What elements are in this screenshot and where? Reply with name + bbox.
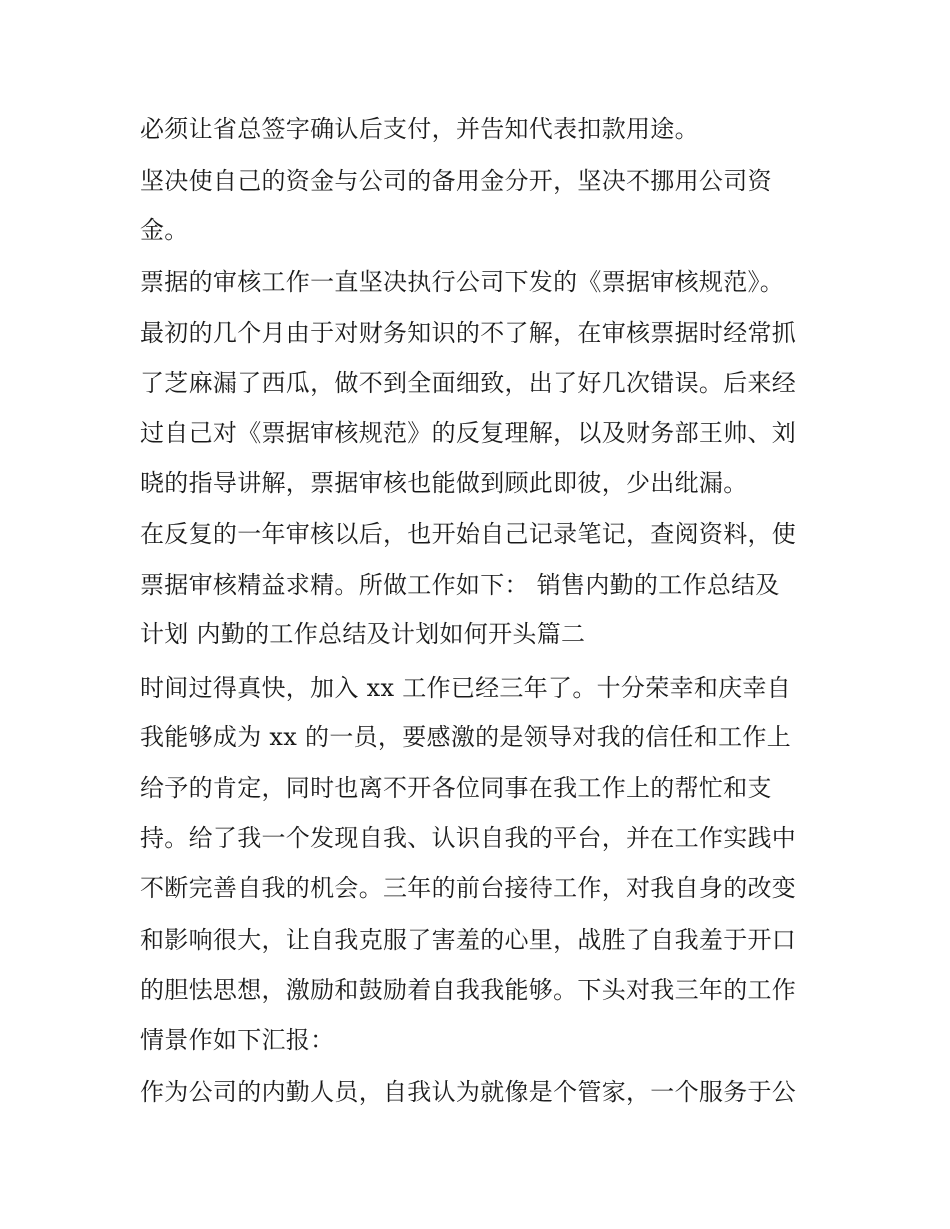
text-line: 情景作如下汇报：	[140, 1026, 335, 1054]
text-line: 了芝麻漏了西瓜，做不到全面细致，出了好几次错误。后来经	[140, 369, 797, 397]
text-line: 必须让省总签字确认后支付，并告知代表扣款用途。	[140, 115, 699, 143]
text-line: 票据审核精益求精。所做工作如下： 销售内勤的工作总结及	[140, 571, 780, 599]
text-line: 坚决使自己的资金与公司的备用金分开，坚决不挪用公司资	[140, 167, 772, 195]
text-line: 最初的几个月由于对财务知识的不了解，在审核票据时经常抓	[140, 319, 797, 347]
text-line: 不断完善自我的机会。三年的前台接待工作，对我自身的改变	[140, 874, 797, 902]
text-line: 的胆怯思想，激励和鼓励着自我我能够。下头对我三年的工作	[140, 976, 797, 1004]
text-line: 和影响很大，让自我克服了害羞的心里，战胜了自我羞于开口	[140, 926, 797, 954]
text-line: 票据的审核工作一直坚决执行公司下发的《票据审核规范》。	[140, 268, 785, 296]
text-line: 作为公司的内勤人员，自我认为就像是个管家，一个服务于公	[140, 1078, 797, 1106]
text-line: 时间过得真快，加入 xx 工作已经三年了。十分荣幸和庆幸自	[140, 674, 792, 702]
text-line: 持。给了我一个发现自我、认识自我的平台，并在工作实践中	[140, 824, 797, 852]
text-line: 计划 内勤的工作总结及计划如何开头篇二	[140, 620, 586, 648]
text-line: 我能够成为 xx 的一员，要感激的是领导对我的信任和工作上	[140, 723, 792, 751]
text-line: 给予的肯定，同时也离不开各位同事在我工作上的帮忙和支	[140, 774, 772, 802]
text-line: 在反复的一年审核以后，也开始自己记录笔记，查阅资料，使	[140, 520, 797, 548]
text-line: 过自己对《票据审核规范》的反复理解，以及财务部王帅、刘	[140, 419, 797, 447]
text-line: 金。	[140, 216, 189, 244]
text-line: 晓的指导讲解，票据审核也能做到顾此即彼，少出纰漏。	[140, 469, 748, 497]
